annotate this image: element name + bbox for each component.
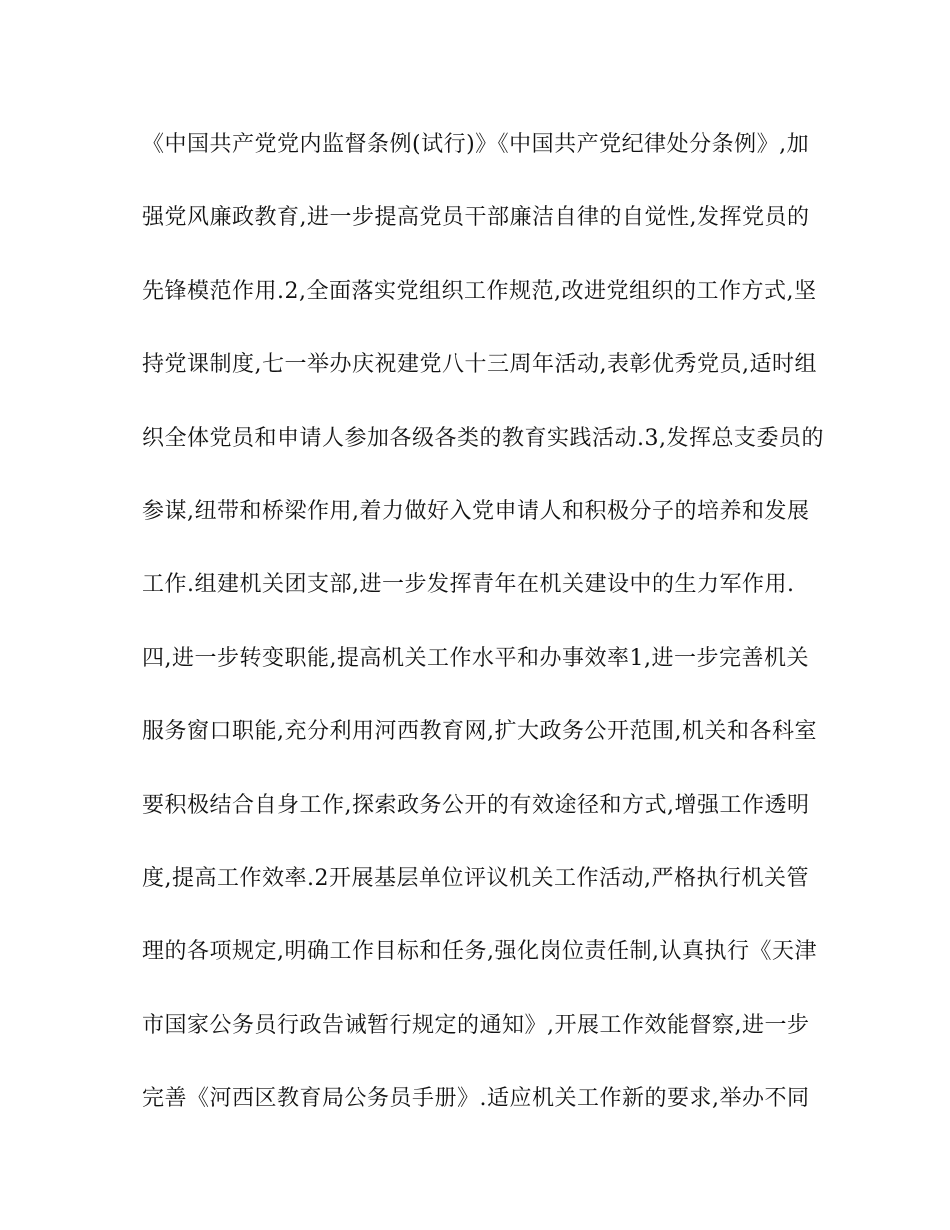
text-line-2: 强党风廉政教育,进一步提高党员干部廉洁自律的自觉性,发挥党员的: [142, 205, 810, 231]
text-line-4: 持党课制度,七一举办庆祝建党八十三周年活动,表彰优秀党员,适时组: [142, 352, 817, 378]
text-line-10: 要积极结合自身工作,探索政务公开的有效途径和方式,增强工作透明: [142, 792, 810, 818]
text-line-11: 度,提高工作效率.2开展基层单位评议机关工作活动,严格执行机关管: [142, 865, 809, 891]
text-line-9: 服务窗口职能,充分利用河西教育网,扩大政务公开范围,机关和各科室: [142, 719, 817, 745]
text-line-8: 四,进一步转变职能,提高机关工作水平和办事效率1,进一步完善机关: [142, 645, 809, 671]
text-line-13: 市国家公务员行政告诫暂行规定的通知》,开展工作效能督察,进一步: [142, 1012, 810, 1038]
text-line-3: 先锋模范作用.2,全面落实党组织工作规范,改进党组织的工作方式,坚: [142, 278, 817, 304]
document-body: [142, 120, 832, 1147]
text-line-1: 《中国共产党党内监督条例(试行)》《中国共产党纪律处分条例》,加: [142, 132, 810, 157]
text-line-5: 织全体党员和申请人参加各级各类的教育实践活动.3,发挥总支委员的: [142, 425, 824, 451]
text-line-12: 理的各项规定,明确工作目标和任务,强化岗位责任制,认真执行《天津: [142, 939, 817, 965]
text-line-7: 工作.组建机关团支部,进一步发挥青年在机关建设中的生力军作用.: [142, 572, 795, 598]
text-line-6: 参谋,纽带和桥梁作用,着力做好入党申请人和积极分子的培养和发展: [142, 498, 810, 524]
text-line-14: 完善《河西区教育局公务员手册》.适应机关工作新的要求,举办不同: [142, 1086, 810, 1112]
